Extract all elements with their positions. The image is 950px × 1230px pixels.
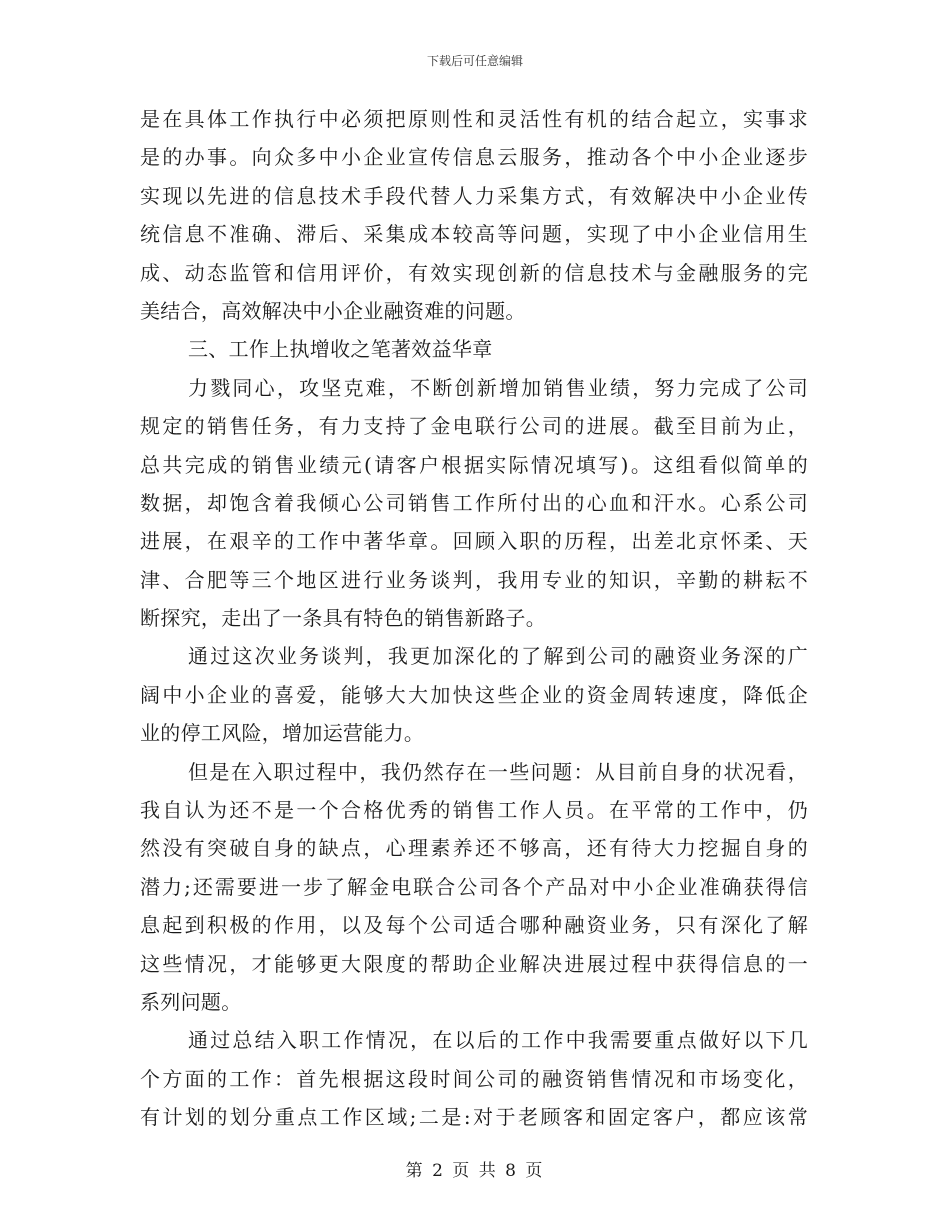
text-line: 断探究，走出了一条具有特色的销售新路子。 — [140, 606, 546, 631]
text-line: 然没有突破自身的缺点，心理素养还不够高，还有待大力挖掘自身的 — [140, 836, 808, 861]
paragraph — [140, 100, 808, 330]
text-line: 是在具体工作执行中必须把原则性和灵活性有机的结合起立，实事求 — [140, 107, 808, 131]
section-heading — [140, 330, 808, 368]
text-line: 潜力;还需要进一步了解金电联合公司各个产品对中小企业准确获得信 — [140, 874, 808, 899]
text-line: 是的办事。向众多中小企业宣传信息云服务，推动各个中小企业逐步 — [140, 145, 808, 170]
text-line: 津、合肥等三个地区进行业务谈判，我用专业的知识，辛勤的耕耘不 — [140, 567, 808, 592]
paragraph — [140, 753, 808, 1022]
text-line: 统信息不准确、滞后、采集成本较高等问题，实现了中小企业信用生 — [140, 222, 808, 247]
text-line: 实现以先进的信息技术手段代替人力采集方式，有效解决中小企业传 — [140, 183, 808, 208]
paragraph — [140, 637, 808, 752]
text-line: 但是在入职过程中，我仍然存在一些问题：从目前自身的状况看， — [188, 759, 808, 784]
text-line: 通过总结入职工作情况，在以后的工作中我需要重点做好以下几 — [188, 1028, 808, 1053]
text-line: 总共完成的销售业绩元(请客户根据实际情况填写)。这组看似简单的 — [140, 452, 808, 477]
paragraph — [140, 1021, 808, 1136]
text-line: 这些情况，才能够更大限度的帮助企业解决进展过程中获得信息的一 — [140, 951, 808, 976]
text-line: 我自认为还不是一个合格优秀的销售工作人员。在平常的工作中，仍 — [140, 798, 808, 823]
document-body — [140, 100, 808, 1137]
text-line: 通过这次业务谈判，我更加深化的了解到公司的融资业务深的广 — [188, 644, 808, 669]
text-line: 成、动态监管和信用评价，有效实现创新的信息技术与金融服务的完 — [140, 260, 808, 285]
text-line: 阔中小企业的喜爱，能够大大加快这些企业的资金周转速度，降低企 — [140, 682, 808, 707]
text-line: 系列问题。 — [140, 989, 242, 1014]
text-line: 有计划的划分重点工作区域;二是:对于老顾客和固定客户，都应该常 — [140, 1105, 808, 1130]
text-line: 规定的销售任务，有力支持了金电联行公司的进展。截至目前为止， — [140, 414, 808, 439]
text-line: 数据，却饱含着我倾心公司销售工作所付出的心血和汗水。心系公司 — [140, 490, 808, 515]
text-line: 业的停工风险，增加运营能力。 — [140, 721, 425, 746]
text-line: 美结合，高效解决中小企业融资难的问题。 — [140, 298, 526, 323]
text-line: 三、工作上执增收之笔著效益华章 — [188, 337, 493, 362]
text-line: 息起到积极的作用，以及每个公司适合哪种融资业务，只有深化了解 — [140, 913, 808, 938]
paragraph — [140, 369, 808, 638]
text-line: 进展，在艰辛的工作中著华章。回顾入职的历程，出差北京怀柔、天 — [140, 529, 808, 554]
page-number: 第 2 页 共 8 页 — [405, 1161, 545, 1181]
text-line: 力戮同心，攻坚克难，不断创新增加销售业绩，努力完成了公司 — [188, 375, 808, 400]
text-line: 个方面的工作：首先根据这段时间公司的融资销售情况和市场变化， — [140, 1066, 808, 1091]
page-header-note: 下载后可任意编辑 — [426, 54, 523, 68]
